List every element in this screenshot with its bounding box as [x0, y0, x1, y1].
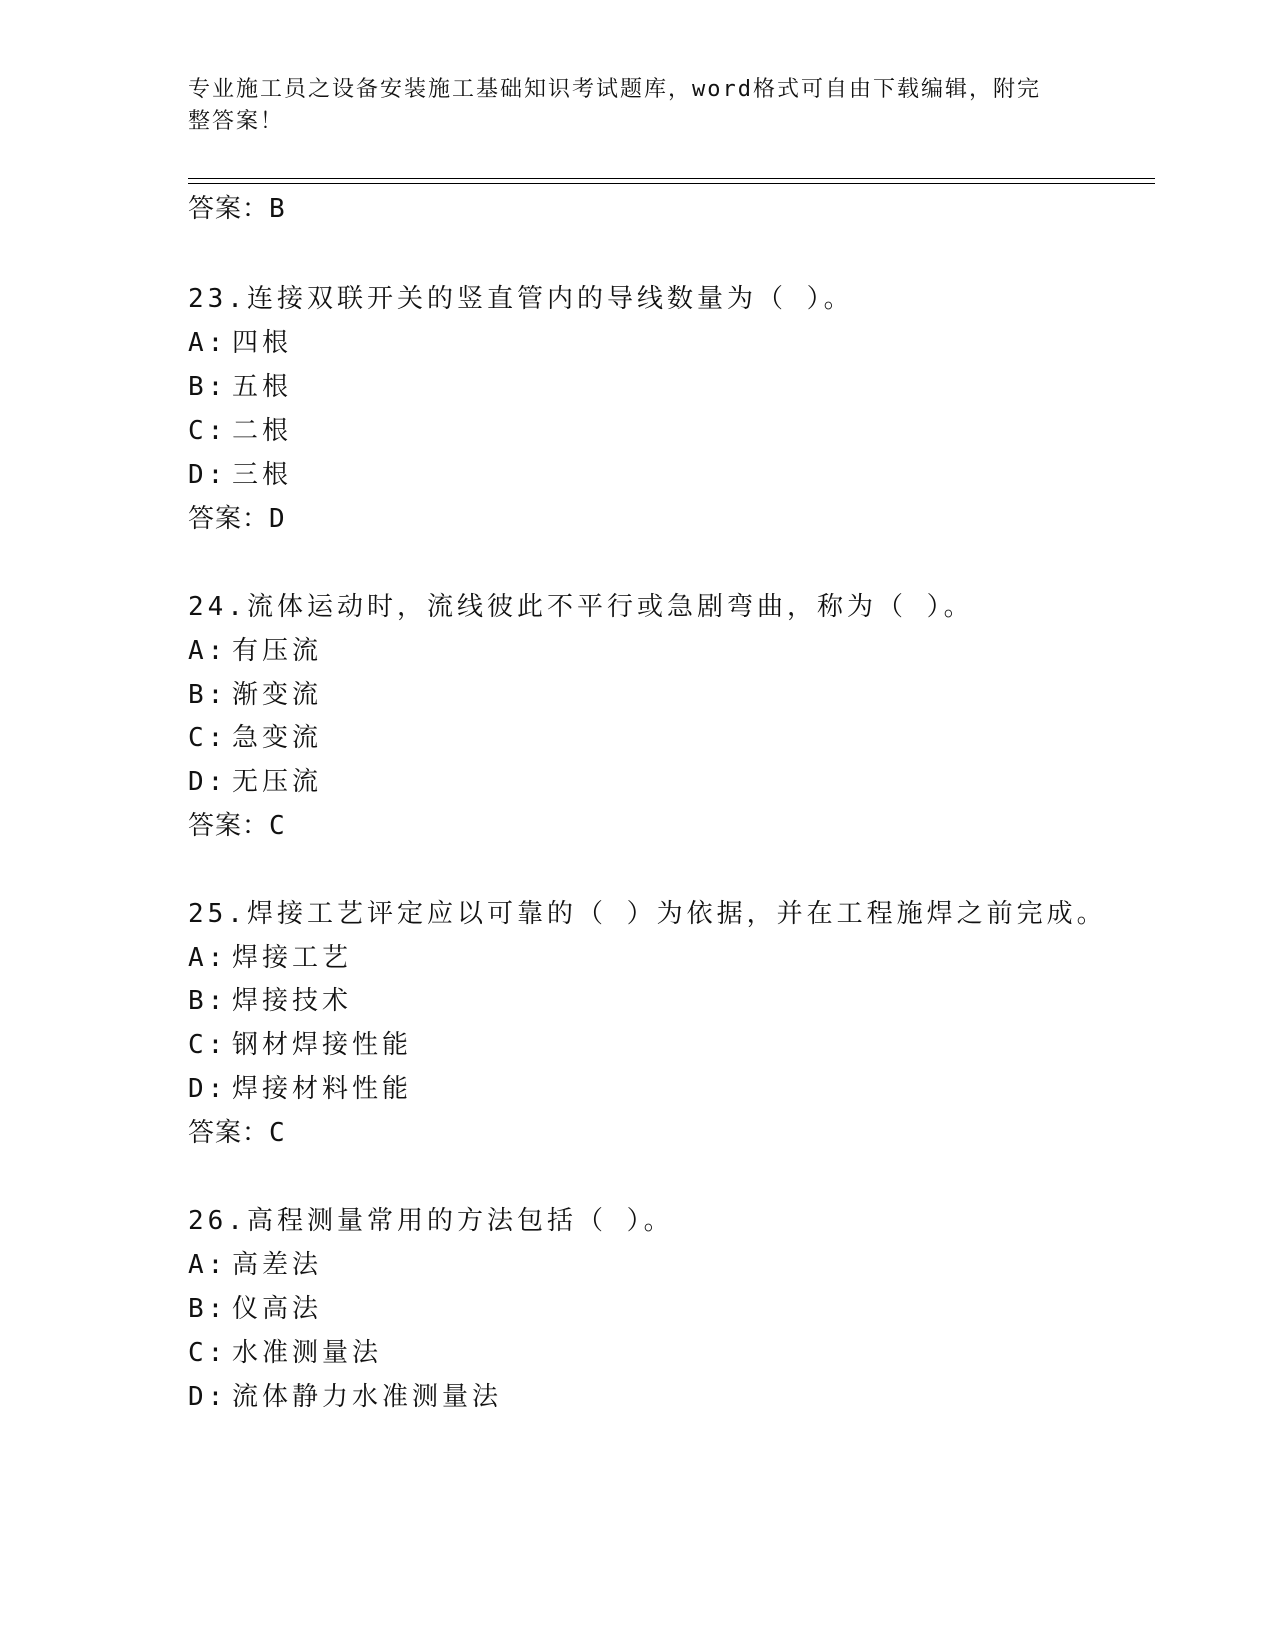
option-text: 钢材焊接性能 — [232, 1030, 413, 1060]
header-divider-bottom — [188, 183, 1155, 184]
question-24-title: 24.流体运动时，流线彼此不平行或急剧弯曲，称为（ ）。 — [188, 592, 974, 622]
question-26-option-c — [188, 1336, 382, 1370]
option-key: A: — [188, 943, 228, 973]
question-25-option-b — [188, 984, 352, 1018]
option-text: 二根 — [232, 416, 293, 446]
option-key: A: — [188, 1250, 228, 1280]
option-key: D: — [188, 1074, 228, 1104]
answer-value: B — [269, 194, 286, 224]
question-23-option-b — [188, 370, 292, 404]
option-key: C: — [188, 416, 228, 446]
question-25-option-c — [188, 1028, 412, 1062]
question-25-option-a — [188, 941, 352, 975]
answer-label: 答案： — [188, 194, 270, 224]
option-text: 三根 — [232, 460, 293, 490]
option-text: 高差法 — [232, 1250, 323, 1280]
option-key: C: — [188, 1338, 228, 1368]
answer-label: 答案： — [188, 504, 270, 534]
header-line-2: 整答案！ — [188, 109, 285, 134]
answer-value: D — [269, 504, 286, 534]
question-26-option-a — [188, 1248, 322, 1282]
answer-25 — [188, 1116, 286, 1150]
option-text: 渐变流 — [232, 680, 323, 710]
header-divider-top — [188, 178, 1155, 179]
option-text: 水准测量法 — [232, 1338, 383, 1368]
question-24-option-b — [188, 678, 322, 712]
question-26-title: 26.高程测量常用的方法包括（ ）。 — [188, 1206, 674, 1236]
question-23-option-d — [188, 458, 292, 492]
question-23-option-c — [188, 414, 292, 448]
answer-24 — [188, 809, 286, 843]
option-text: 有压流 — [232, 636, 323, 666]
document-header-note — [188, 74, 1078, 138]
question-24-option-a — [188, 634, 322, 668]
answer-label: 答案： — [188, 1118, 270, 1148]
option-key: D: — [188, 1382, 228, 1412]
option-text: 四根 — [232, 328, 293, 358]
question-25-title: 25.焊接工艺评定应以可靠的（ ）为依据，并在工程施焊之前完成。 — [188, 899, 1107, 929]
question-26-option-d — [188, 1380, 502, 1414]
option-key: D: — [188, 767, 228, 797]
answer-23 — [188, 502, 286, 536]
option-key: C: — [188, 1030, 228, 1060]
answer-value: C — [269, 811, 286, 841]
question-24-option-c — [188, 721, 322, 755]
header-line-1: 专业施工员之设备安装施工基础知识考试题库，word格式可自由下载编辑，附完 — [188, 77, 1041, 102]
option-text: 仪高法 — [232, 1294, 323, 1324]
question-26-option-b — [188, 1292, 322, 1326]
option-text: 流体静力水准测量法 — [232, 1382, 503, 1412]
option-text: 五根 — [232, 372, 293, 402]
option-key: B: — [188, 986, 228, 1016]
question-23-option-a — [188, 326, 292, 360]
option-text: 急变流 — [232, 723, 323, 753]
question-24-option-d — [188, 765, 322, 799]
answer-label: 答案： — [188, 811, 270, 841]
option-text: 焊接技术 — [232, 986, 353, 1016]
option-key: B: — [188, 1294, 228, 1324]
option-key: A: — [188, 636, 228, 666]
option-key: B: — [188, 680, 228, 710]
option-text: 无压流 — [232, 767, 323, 797]
option-key: B: — [188, 372, 228, 402]
answer-22 — [188, 192, 286, 226]
option-text: 焊接材料性能 — [232, 1074, 413, 1104]
answer-value: C — [269, 1118, 286, 1148]
option-key: D: — [188, 460, 228, 490]
option-key: C: — [188, 723, 228, 753]
question-25-option-d — [188, 1072, 412, 1106]
option-key: A: — [188, 328, 228, 358]
option-text: 焊接工艺 — [232, 943, 353, 973]
question-23-title: 23.连接双联开关的竖直管内的导线数量为（ ）。 — [188, 284, 854, 314]
